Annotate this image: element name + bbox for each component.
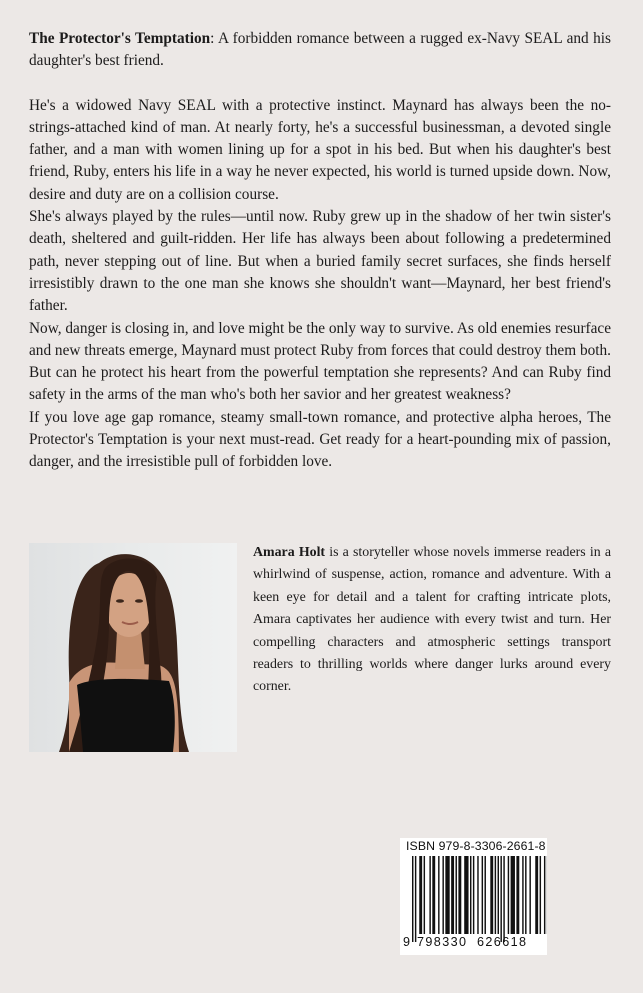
barcode-bar [490, 856, 493, 934]
barcode-bar [508, 856, 509, 934]
barcode-bar [442, 856, 443, 934]
blurb-paragraph-3: Now, danger is closing in, and love might be the only way to survive. As old enemies resurface and new threats emerge, Maynard must protect Ruby from forces that could destroy them both. But can he protect his heart from the powerful temptation she represents? And can Ruby find safety in the arms of the man who's both her savior and her greatest weakness? [29, 319, 611, 404]
blurb-paragraph-2: She's always played by the rules—until now. Ruby grew up in the shadow of her twin sister's death, sheltered and guilt-ridden. Her life has always been about following a predetermined path, never stepping out of line. But when a buried family secret surfaces, she finds herself irresistibly drawn to the one man she knows she shouldn't want—Maynard, her best friend's father. [29, 208, 611, 315]
barcode-bar [412, 856, 413, 942]
barcode-bar [516, 856, 519, 934]
back-cover-blurb [29, 28, 611, 474]
barcode-bar [535, 856, 538, 934]
barcode-bar [522, 856, 523, 934]
barcode-bar [473, 856, 474, 934]
author-bio-body: is a storyteller whose novels immerse readers in a whirlwind of suspense, action, romance and adventure. With a keen eye for detail and a talent for crafting intricate plots, Amara captivates her audience with every twist and turn. Her compelling characters and atmospheric settings transport readers to thrilling worlds where danger lurks around every corner. [253, 545, 611, 695]
barcode-bar [438, 856, 439, 934]
author-photo [29, 543, 237, 752]
barcode-bar [500, 856, 501, 942]
barcode-bar [482, 856, 483, 934]
book-tagline: : A forbidden romance between a rugged ex-Navy SEAL and his daughter's best friend. [29, 30, 611, 70]
barcode-left-digits: 798330 [417, 935, 468, 949]
barcode-bar [424, 856, 425, 934]
barcode-bar [470, 856, 471, 934]
isbn-barcode [400, 838, 547, 955]
barcode-bar [525, 856, 526, 934]
barcode-bar [458, 856, 461, 934]
barcode-bar [511, 856, 515, 934]
barcode-bar [432, 856, 435, 934]
blurb-paragraph-4: If you love age gap romance, steamy small-town romance, and protective alpha heroes, The Protector's Temptation is your next must-read. Get ready for a heart-pounding mix of passion, danger, and the irresistible pull of forbidden love. [29, 408, 611, 471]
barcode-bar [540, 856, 541, 934]
barcode-bar [477, 856, 478, 934]
barcode-bar [451, 856, 454, 934]
isbn-label: ISBN 979-8-3306-2661-8 [406, 839, 546, 853]
barcode-bar [429, 856, 430, 934]
blurb-intro [29, 28, 611, 73]
barcode-bar [485, 856, 486, 934]
barcode-bar [544, 856, 545, 934]
barcode-bar [529, 856, 530, 934]
barcode-bar [456, 856, 457, 934]
barcode-bar [498, 856, 499, 934]
barcode-bar [445, 856, 449, 934]
barcode-bar [464, 856, 468, 934]
barcode-bar [415, 856, 416, 942]
barcode-lead-digit: 9 [403, 935, 411, 949]
author-name: Amara Holt [253, 545, 326, 560]
author-bio [253, 542, 611, 699]
barcode-bar [503, 856, 504, 942]
author-bio-text [253, 542, 611, 699]
book-title: The Protector's Temptation [29, 30, 211, 47]
blurb-paragraph-1: He's a widowed Navy SEAL with a protective instinct. Maynard has always been the no-strings-attached kind of man. At nearly forty, he's a successful businessman, a devoted single father, and a man with women lining up for a spot in his bed. But when his daughter's best friend, Ruby, enters his life in a way he never expected, his world is turned upside down. Now, desire and duty are on a collision course. [29, 96, 611, 203]
barcode-right-digits: 626618 [477, 935, 528, 949]
barcode-bar [419, 856, 422, 934]
barcode-bar [495, 856, 496, 934]
